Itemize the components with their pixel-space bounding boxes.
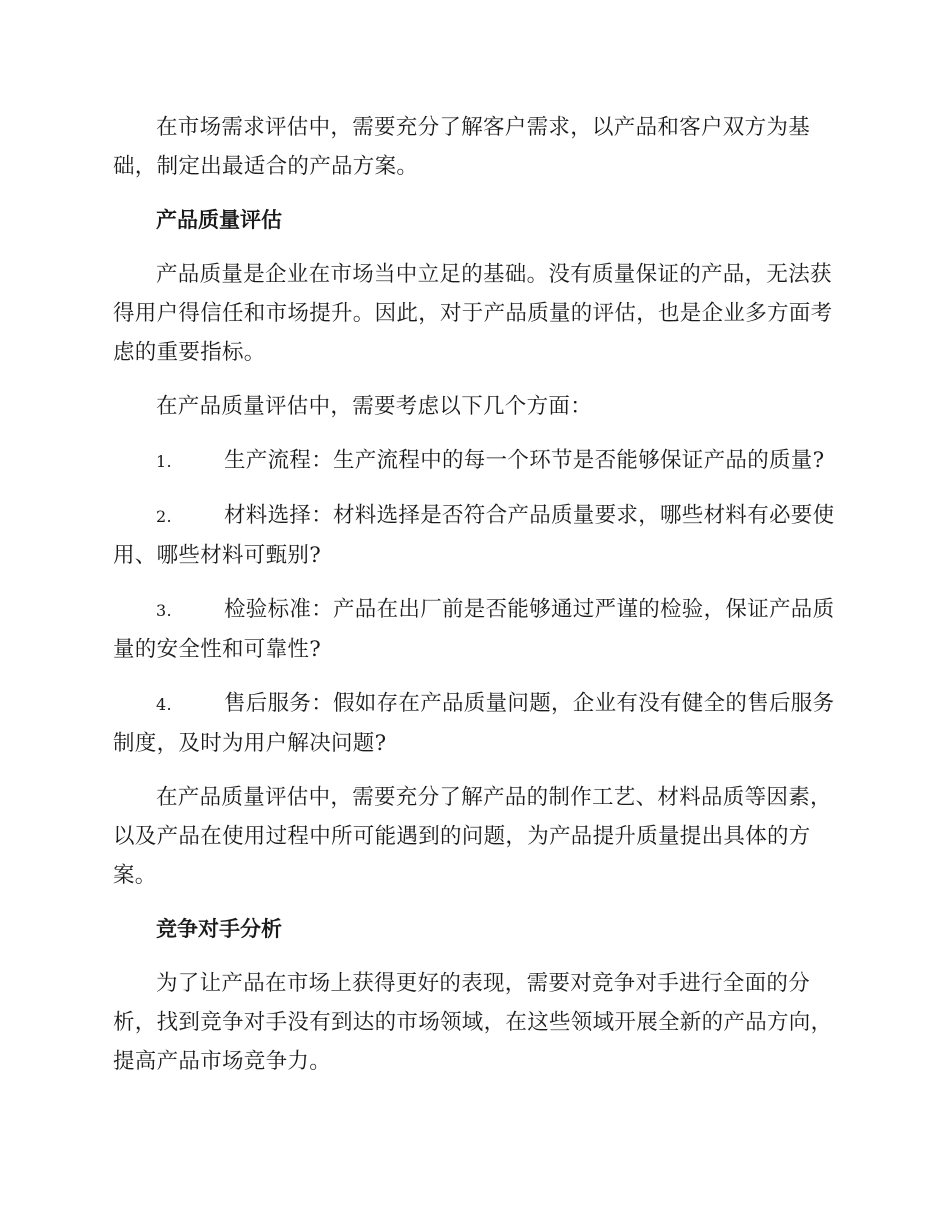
- list-number: 2.: [156, 507, 172, 526]
- list-item: [113, 496, 835, 575]
- paragraph: 在产品质量评估中，需要考虑以下几个方面：: [156, 394, 593, 419]
- list-item: [113, 590, 835, 669]
- list-item: [113, 441, 835, 481]
- list-number: 4.: [156, 695, 172, 714]
- list-item-text: 售后服务：假如存在产品质量问题，企业有没有健全的售后服务制度，及时为用户解决问题?: [113, 691, 835, 756]
- paragraph: 在产品质量评估中，需要充分了解产品的制作工艺、材料品质等因素，以及产品在使用过程中所可能遇到的问题，为产品提升质量提出具体的方案。: [113, 785, 832, 888]
- list-item-text: 生产流程：生产流程中的每一个环节是否能够保证产品的质量?: [224, 448, 825, 473]
- paragraph: 为了让产品在市场上获得更好的表现，需要对竞争对手进行全面的分析，找到竞争对手没有到达的市场领域，在这些领域开展全新的产品方向，提高产品市场竞争力。: [113, 971, 833, 1074]
- paragraph: 在市场需求评估中，需要充分了解客户需求，以产品和客户双方为基础，制定出最适合的产品方案。: [113, 115, 811, 179]
- list-item-text: 检验标准：产品在出厂前是否能够通过严谨的检验，保证产品质量的安全性和可靠性?: [113, 597, 835, 662]
- section-heading: 产品质量评估: [156, 208, 282, 232]
- paragraph: 产品质量是企业在市场当中立足的基础。没有质量保证的产品，无法获得用户得信任和市场提升。因此，对于产品质量的评估，也是企业多方面考虑的重要指标。: [113, 262, 833, 365]
- document-body: [113, 108, 835, 1096]
- list-number: 3.: [156, 601, 172, 620]
- list-number: 1.: [156, 452, 172, 471]
- section-heading: 竞争对手分析: [156, 917, 282, 941]
- list-item: [113, 684, 835, 763]
- list-item-text: 材料选择：材料选择是否符合产品质量要求，哪些材料有必要使用、哪些材料可甄别?: [113, 503, 835, 568]
